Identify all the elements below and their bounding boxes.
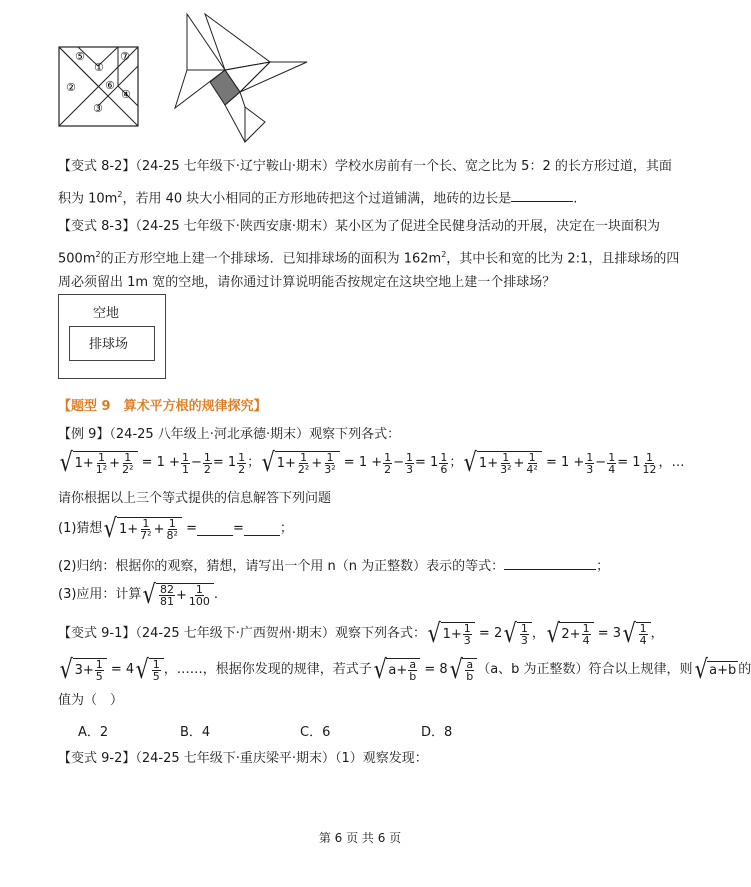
option-b[interactable]: B．4 xyxy=(180,725,211,740)
q92-heading: 【变式 9-2】（24-25 七年级下·重庆梁平·期末）（1）观察发现： xyxy=(58,751,428,766)
page-footer: 第 6 页 共 6 页 xyxy=(318,831,402,845)
q91-line1: 【变式 9-1】（24-25 七年级下·广西贺州·期末）观察下列各式： √ 1+ $\frac{1}{3}$ = 2 √ $\frac{1}{3}$ ， √ 2+ $\frac{1}{4}$ = 3 √ $\frac{1}{4}$ ， xyxy=(58,619,664,649)
option-d[interactable]: D．8 xyxy=(421,725,453,740)
open-space-label: 空地 xyxy=(93,306,120,321)
tangram-bird-figure xyxy=(165,12,310,147)
ex9-part1: (1)猜想 √ 1+ $\frac{1}{\text{7²}}$ + $\frac{1}{\text{8²}}$ = = ； xyxy=(58,514,293,544)
ex9-part3: (3)应用：计算 √ $\frac{82}{81}$ + $\frac{1}{100}$ . xyxy=(58,580,219,610)
q83-line3: 周必须留出 1m 宽的空地，请你通过计算说明能否按规定在这块空地上建一个排球场？ xyxy=(58,275,556,290)
tangram-label-3: ③ xyxy=(93,102,103,115)
tangram-label-4: ④ xyxy=(121,88,131,101)
answer-blank[interactable] xyxy=(504,556,596,570)
option-a[interactable]: A．2 xyxy=(78,725,109,740)
q91-line3: 值为（ ） xyxy=(58,693,124,708)
ex9-part2: (2)归纳：根据你的观察，猜想，请写出一个用 n（n 为正整数）表示的等式： ； xyxy=(58,556,609,576)
answer-blank[interactable] xyxy=(244,522,280,536)
ex9-intro: 请你根据以上三个等式提供的信息解答下列问题 xyxy=(58,491,332,506)
ex9-equations: √ 1+ $\frac{1}{\text{1²}}$ + $\frac{1}{\text{2²}}$ = 1 + $\frac{1}{1}$ − $\frac{1}{2}$ = 1 $\frac{1}{2}$ ； √ 1+ $\frac{1}{\text{2²}}$ + $\frac{1}{\text{3²}}$ = 1 + $\frac{1}{2}$ − $\frac{1}{3}$ = 1 $\frac{1}{6}$ ； √ 1+ $\frac{1}{\text{3²}}$ + $\frac{1}{\text{4²}}$ = 1 + $\frac{1}{3}$ − $\frac{1}{4}$ = 1 $\frac{1}{12}$ ，… xyxy=(59,448,685,478)
tangram-square-figure xyxy=(58,46,140,128)
tangram-label-7: ⑦ xyxy=(120,50,130,63)
q83-line1: 【变式 8-3】（24-25 七年级下·陕西安康·期末）某小区为了促进全民健身活动的开展，决定在一块面积为 xyxy=(58,219,661,234)
q82-line2: 积为 $10m^2$，若用 40 块大小相同的正方形地砖把这个过道铺满，地砖的边长是 . xyxy=(58,190,578,207)
section-title: 【题型 9 算术平方根的规律探究】 xyxy=(58,399,267,414)
tangram-label-1: ① xyxy=(94,61,104,74)
q83-line2: $500m^2$的正方形空地上建一个排球场．已知排球场的面积为 $162m^2$，其中长和宽的比为 2:1，且排球场的四 xyxy=(58,250,680,267)
tangram-label-6: ⑥ xyxy=(105,79,115,92)
tangram-label-5: ⑤ xyxy=(75,50,85,63)
q82-line1: 【变式 8-2】（24-25 七年级下·辽宁鞍山·期末）学校水房前有一个长、宽之比为 5：2 的长方形过道，其面 xyxy=(58,159,672,174)
option-c[interactable]: C．6 xyxy=(300,725,331,740)
answer-blank[interactable] xyxy=(511,188,573,202)
tangram-label-2: ② xyxy=(66,81,76,94)
q91-line2: √ 3+ $\frac{1}{5}$ = 4 √ $\frac{1}{5}$ ，……，根据你发现的规律，若式子 √ a+ $\frac{a}{b}$ = 8 √ $\frac{a}{b}$ （a、b 为正整数）符合以上规律，则 √ a+b 的 xyxy=(59,655,751,685)
ex9-heading: 【例 9】（24-25 八年级上·河北承德·期末）观察下列各式： xyxy=(58,427,401,442)
volleyball-court-label: 排球场 xyxy=(89,337,129,352)
answer-blank[interactable] xyxy=(197,522,233,536)
